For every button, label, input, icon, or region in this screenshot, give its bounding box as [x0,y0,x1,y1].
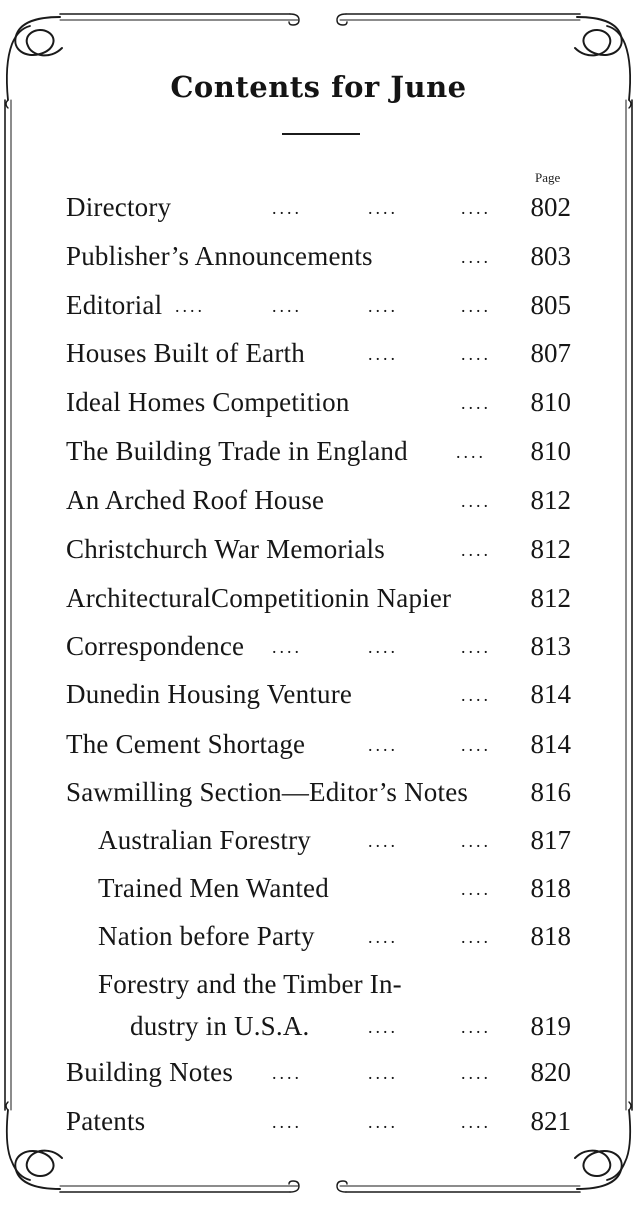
toc-entry-title: Trained Men Wanted [98,873,329,903]
toc-entry-architectural-competition-napier [0,578,637,618]
toc-entry-editorial [0,285,637,325]
toc-leader: .... [272,1112,302,1132]
toc-entry-title: Christchurch War Memorials [66,534,385,564]
toc-leader: .... [461,247,491,267]
toc-leader: .... [461,879,491,899]
toc-entry-page: 813 [530,631,571,661]
toc-entry-title: Ideal Homes Competition [66,387,350,417]
toc-leader: .... [461,1112,491,1132]
toc-entry-title: The Cement Shortage [66,729,306,759]
toc-entry-arched-roof-house [0,480,637,520]
toc-entry-title: The Building Trade in England [66,436,408,466]
toc-entry-title: dustry in U.S.A. [130,1011,310,1041]
toc-entry-australian-forestry [0,820,637,860]
toc-entry-title: Directory [66,192,172,222]
toc-entry-forestry-timber-industry [0,964,637,1004]
toc-leader: .... [461,735,491,755]
toc-entry-directory [0,187,637,227]
toc-leader: .... [461,685,491,705]
toc-entry-page: 821 [530,1106,571,1136]
title-divider [282,133,360,135]
toc-entry-page: 807 [530,338,571,368]
toc-leader: .... [461,393,491,413]
toc-leader: .... [272,1063,302,1083]
toc-entry-title: Forestry and the Timber In- [98,969,402,999]
toc-entry-title: Dunedin Housing Venture [66,679,353,709]
toc-entry-page: 812 [530,583,571,613]
toc-leader: .... [461,491,491,511]
toc-entry-page: 805 [530,290,571,320]
page-column-heading: Page [535,170,561,185]
toc-entry-page: 810 [530,387,571,417]
toc-entry-sawmilling-section [0,772,637,812]
toc-entry-page: 817 [530,825,571,855]
toc-entry-title: An Arched Roof House [66,485,325,515]
toc-leader: .... [461,198,491,218]
toc-leader: .... [368,1063,398,1083]
toc-leader: .... [456,442,486,462]
toc-entry-nation-before-party [0,916,637,956]
toc-leader: .... [368,831,398,851]
toc-entry-page: 802 [530,192,571,222]
toc-entry-title: Publisher’s Announcements [66,241,373,271]
toc-leader: .... [368,927,398,947]
toc-entry-title: Nation before Party [98,921,315,951]
toc-entry-title: Editorial [66,290,163,320]
toc-leader: .... [272,296,302,316]
toc-leader: .... [461,831,491,851]
toc-entry-title: Australian Forestry [98,825,312,855]
toc-leader: .... [368,1112,398,1132]
toc-entry-correspondence [0,626,637,666]
toc-leader: .... [461,637,491,657]
toc-entry-page: 814 [530,729,571,759]
toc-entry-page: 812 [530,534,571,564]
toc-entry-page: 810 [530,436,571,466]
toc-entry-christchurch-war-memorials [0,529,637,569]
toc-entry-page: 816 [530,777,571,807]
toc-entry-title: Patents [66,1106,146,1136]
toc-leader: .... [461,296,491,316]
toc-leader: .... [368,637,398,657]
toc-leader: .... [368,344,398,364]
toc-entry-page: 818 [530,873,571,903]
toc-leader: .... [461,540,491,560]
toc-leader: .... [175,296,205,316]
toc-entry-dunedin-housing-venture [0,674,637,714]
toc-entry-building-trade-england [0,431,637,471]
toc-entry-page: 812 [530,485,571,515]
toc-leader: .... [461,927,491,947]
toc-entry-building-notes [0,1052,637,1092]
toc-entry-title: Sawmilling Section—Editor’s Notes [66,777,469,807]
toc-entry-forestry-timber-industry-continued [0,1006,637,1046]
page-title: Contents for June [170,70,467,104]
toc-leader: .... [368,1017,398,1037]
toc-entry-publishers-announcements [0,236,637,276]
toc-leader: .... [461,1017,491,1037]
toc-leader: .... [461,1063,491,1083]
toc-leader: .... [368,198,398,218]
toc-leader: .... [272,198,302,218]
toc-leader: .... [272,637,302,657]
toc-entry-page: 818 [530,921,571,951]
toc-entry-trained-men-wanted [0,868,637,908]
toc-leader: .... [368,735,398,755]
toc-entry-page: 803 [530,241,571,271]
toc-entry-page: 819 [530,1011,571,1041]
toc-entry-patents [0,1101,637,1141]
toc-leader: .... [368,296,398,316]
toc-entry-cement-shortage [0,724,637,764]
toc-entry-title: Building Notes [66,1057,234,1087]
toc-entry-ideal-homes-competition [0,382,637,422]
toc-entry-title: Correspondence [66,631,245,661]
toc-entry-page: 820 [530,1057,571,1087]
toc-entry-houses-built-of-earth [0,333,637,373]
toc-entry-title: ArchitecturalCompetitionin Napier [66,583,452,613]
toc-leader: .... [461,344,491,364]
toc-entry-page: 814 [530,679,571,709]
toc-entry-title: Houses Built of Earth [66,338,305,368]
